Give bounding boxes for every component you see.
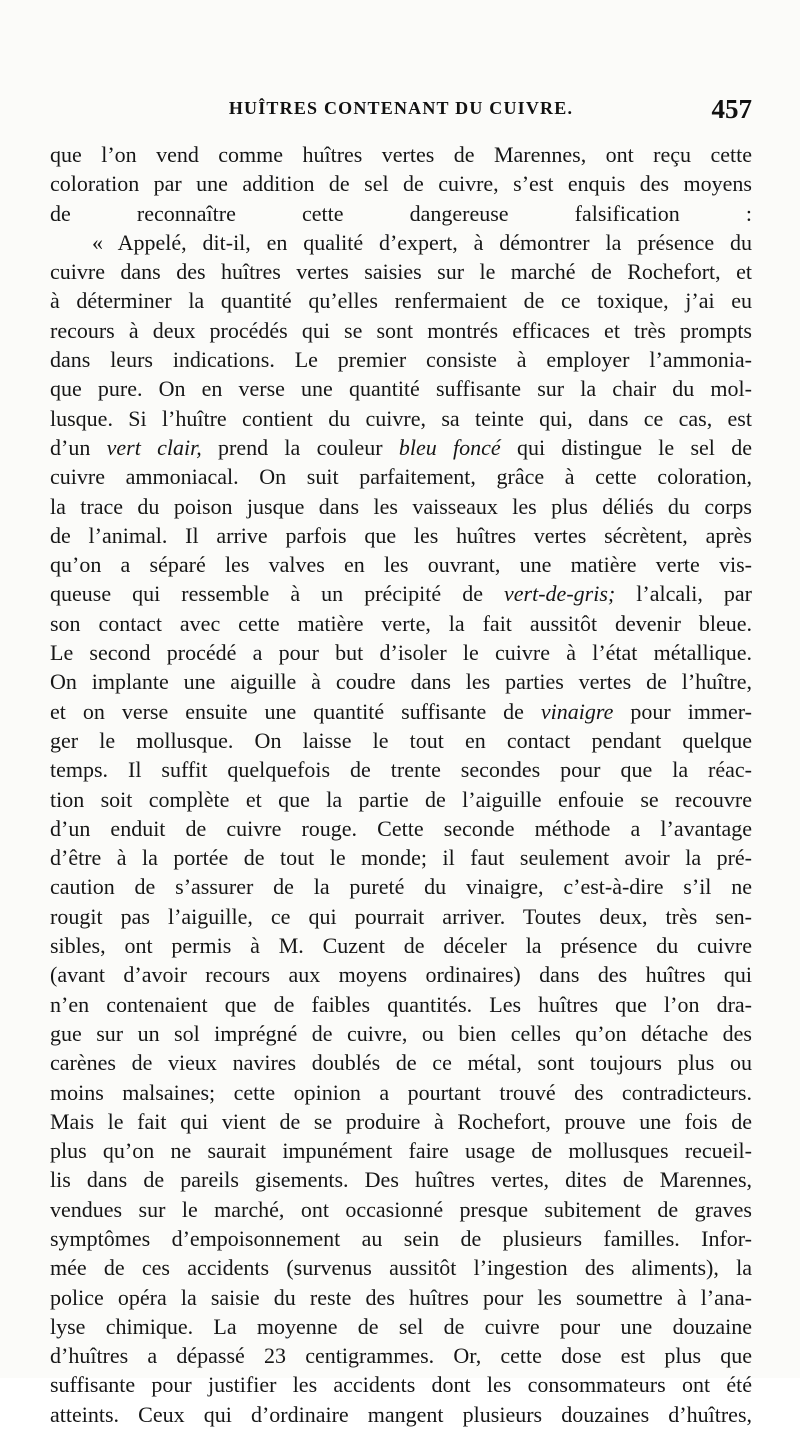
text-segment: sibles, ont permis à M. Cuzent de déceler la présence du cuivre — [50, 933, 752, 959]
text-segment: caution de s’assurer de la pureté du vinaigre, c’est-à-dire s’il ne — [50, 874, 752, 900]
text-segment: cuivre dans des huîtres vertes saisies sur le marché de Rochefort, et — [50, 259, 752, 285]
text-segment: moins malsaines; cette opinion a pourtant trouvé des contradicteurs. — [50, 1079, 752, 1105]
text-line — [50, 199, 752, 228]
text-line — [50, 286, 752, 315]
text-segment: On implante une aiguille à coudre dans les parties vertes de l’huître, — [50, 669, 752, 695]
text-line — [50, 960, 752, 989]
text-line — [50, 1370, 752, 1399]
text-line — [50, 257, 752, 286]
text-line — [50, 872, 752, 901]
italic-text: vinaigre — [540, 698, 614, 724]
text-segment: d’un — [50, 434, 107, 460]
text-line — [50, 726, 752, 755]
text-segment: la trace du poison jusque dans les vaisseaux les plus déliés du corps — [50, 493, 752, 519]
text-segment: gue sur un sol imprégné de cuivre, ou bien celles qu’on détache des — [50, 1020, 752, 1046]
page-number: 457 — [711, 94, 752, 124]
text-segment: d’être à la portée de tout le monde; il faut seulement avoir la pré- — [50, 845, 752, 871]
text-segment: queuse qui ressemble à un précipité de — [50, 581, 505, 607]
text-line — [50, 1312, 752, 1341]
text-segment: lis dans de pareils gisements. Des huîtres vertes, dites de Marennes, — [50, 1167, 752, 1193]
text-line — [50, 404, 752, 433]
text-line — [50, 1341, 752, 1370]
text-segment: son contact avec cette matière verte, la fait aussitôt devenir bleue. — [50, 610, 752, 636]
text-line — [50, 785, 752, 814]
text-segment: dans leurs indications. Le premier consiste à employer l’ammonia- — [50, 347, 752, 373]
text-segment: ger le mollusque. On laisse le tout en contact pendant quelque — [50, 727, 752, 753]
text-line — [50, 1019, 752, 1048]
text-line — [50, 550, 752, 579]
text-line — [50, 1253, 752, 1282]
text-segment: Mais le fait qui vient de se produire à Rochefort, prouve une fois de — [50, 1108, 752, 1134]
text-segment: que l’on vend comme huîtres vertes de Marennes, ont reçu cette — [50, 142, 752, 167]
text-line — [50, 169, 752, 198]
text-line — [50, 1195, 752, 1224]
text-line — [50, 990, 752, 1019]
text-segment: Le second procédé a pour but d’isoler le cuivre à l’état métallique. — [50, 640, 752, 666]
text-segment: tion soit complète et que la partie de l’aiguille enfouie se recouvre — [50, 786, 752, 812]
text-line — [50, 140, 752, 169]
text-line — [50, 1165, 752, 1194]
text-segment: vendues sur le marché, ont occasionné presque subitement de graves — [50, 1196, 752, 1222]
text-segment: qu’on a séparé les valves en les ouvrant, une matière verte vis- — [50, 552, 752, 578]
text-line — [50, 814, 752, 843]
text-line — [50, 374, 752, 403]
text-segment: l’alcali, par — [615, 581, 752, 607]
text-line — [50, 1107, 752, 1136]
text-segment: atteints. Ceux qui d’ordinaire mangent plusieurs douzaines d’huîtres, — [50, 1401, 752, 1427]
text-line — [50, 316, 752, 345]
text-line — [50, 1224, 752, 1253]
text-segment: de reconnaître cette dangereuse falsification : — [50, 200, 752, 226]
text-line — [50, 433, 752, 462]
text-line — [50, 579, 752, 608]
text-line — [50, 902, 752, 931]
text-segment: police opéra la saisie du reste des huîtres pour les soumettre à l’ana- — [50, 1284, 752, 1310]
text-line — [50, 1136, 752, 1165]
text-segment: d’huîtres a dépassé 23 centigrammes. Or, cette dose est plus que — [50, 1343, 752, 1369]
text-segment: (avant d’avoir recours aux moyens ordinaires) dans des huîtres qui — [50, 962, 752, 988]
text-line — [50, 521, 752, 550]
text-segment: pour immer- — [613, 698, 752, 724]
text-segment: cuivre ammoniacal. On suit parfaitement, grâce à cette coloration, — [50, 464, 752, 490]
text-segment: rougit pas l’aiguille, ce qui pourrait arriver. Toutes deux, très sen- — [50, 903, 752, 929]
text-line — [50, 1400, 752, 1429]
italic-text: vert clair, — [106, 434, 202, 460]
text-segment: temps. Il suffit quelquefois de trente secondes pour que la réac- — [50, 757, 752, 783]
text-segment: de l’animal. Il arrive parfois que les huîtres vertes sécrètent, après — [50, 522, 752, 548]
text-segment: suffisante pour justifier les accidents dont les consommateurs ont été — [50, 1372, 752, 1398]
italic-text: bleu foncé — [398, 434, 501, 460]
page-header — [50, 96, 752, 130]
text-segment: plus qu’on ne saurait impunément faire usage de mollusques recueil- — [50, 1138, 752, 1164]
italic-text: vert-de-gris; — [504, 581, 616, 607]
text-segment: lyse chimique. La moyenne de sel de cuivre pour une douzaine — [50, 1313, 752, 1339]
text-line — [50, 1078, 752, 1107]
text-segment: n’en contenaient que de faibles quantités. Les huîtres que l’on dra- — [50, 991, 752, 1017]
text-line — [50, 1283, 752, 1312]
text-segment: « Appelé, dit-il, en qualité d’expert, à démontrer la présence du — [92, 229, 752, 255]
text-line — [50, 1048, 752, 1077]
text-segment: qui distingue le sel de — [500, 434, 752, 460]
running-head: HUÎTRES CONTENANT DU CUIVRE. — [228, 98, 574, 118]
text-segment: et on verse ensuite une quantité suffisante de — [50, 698, 541, 724]
text-line — [50, 931, 752, 960]
text-segment: d’un enduit de cuivre rouge. Cette seconde méthode a l’avantage — [50, 815, 752, 841]
text-line — [50, 843, 752, 872]
text-segment: lusque. Si l’huître contient du cuivre, sa teinte qui, dans ce cas, est — [50, 405, 752, 431]
text-segment: à déterminer la quantité qu’elles renfermaient de ce toxique, j’ai eu — [50, 288, 752, 314]
text-segment: recours à deux procédés qui se sont montrés efficaces et très prompts — [50, 317, 752, 343]
text-segment: coloration par une addition de sel de cuivre, s’est enquis des moyens — [50, 171, 752, 197]
text-line — [50, 667, 752, 696]
text-segment: mée de ces accidents (survenus aussitôt l’ingestion des aliments), la — [50, 1255, 752, 1281]
text-line — [50, 345, 752, 374]
text-segment: symptômes d’empoisonnement au sein de plusieurs familles. Infor- — [50, 1225, 752, 1251]
text-line — [50, 462, 752, 491]
body-text — [50, 140, 752, 1429]
text-line — [50, 492, 752, 521]
text-line — [50, 609, 752, 638]
text-line — [50, 697, 752, 726]
text-line — [50, 755, 752, 784]
text-line — [50, 638, 752, 667]
text-segment: carènes de vieux navires doublés de ce métal, sont toujours plus ou — [50, 1050, 752, 1076]
text-line — [50, 228, 752, 257]
text-segment: prend la couleur — [201, 434, 399, 460]
text-segment: que pure. On en verse une quantité suffisante sur la chair du mol- — [50, 376, 752, 402]
